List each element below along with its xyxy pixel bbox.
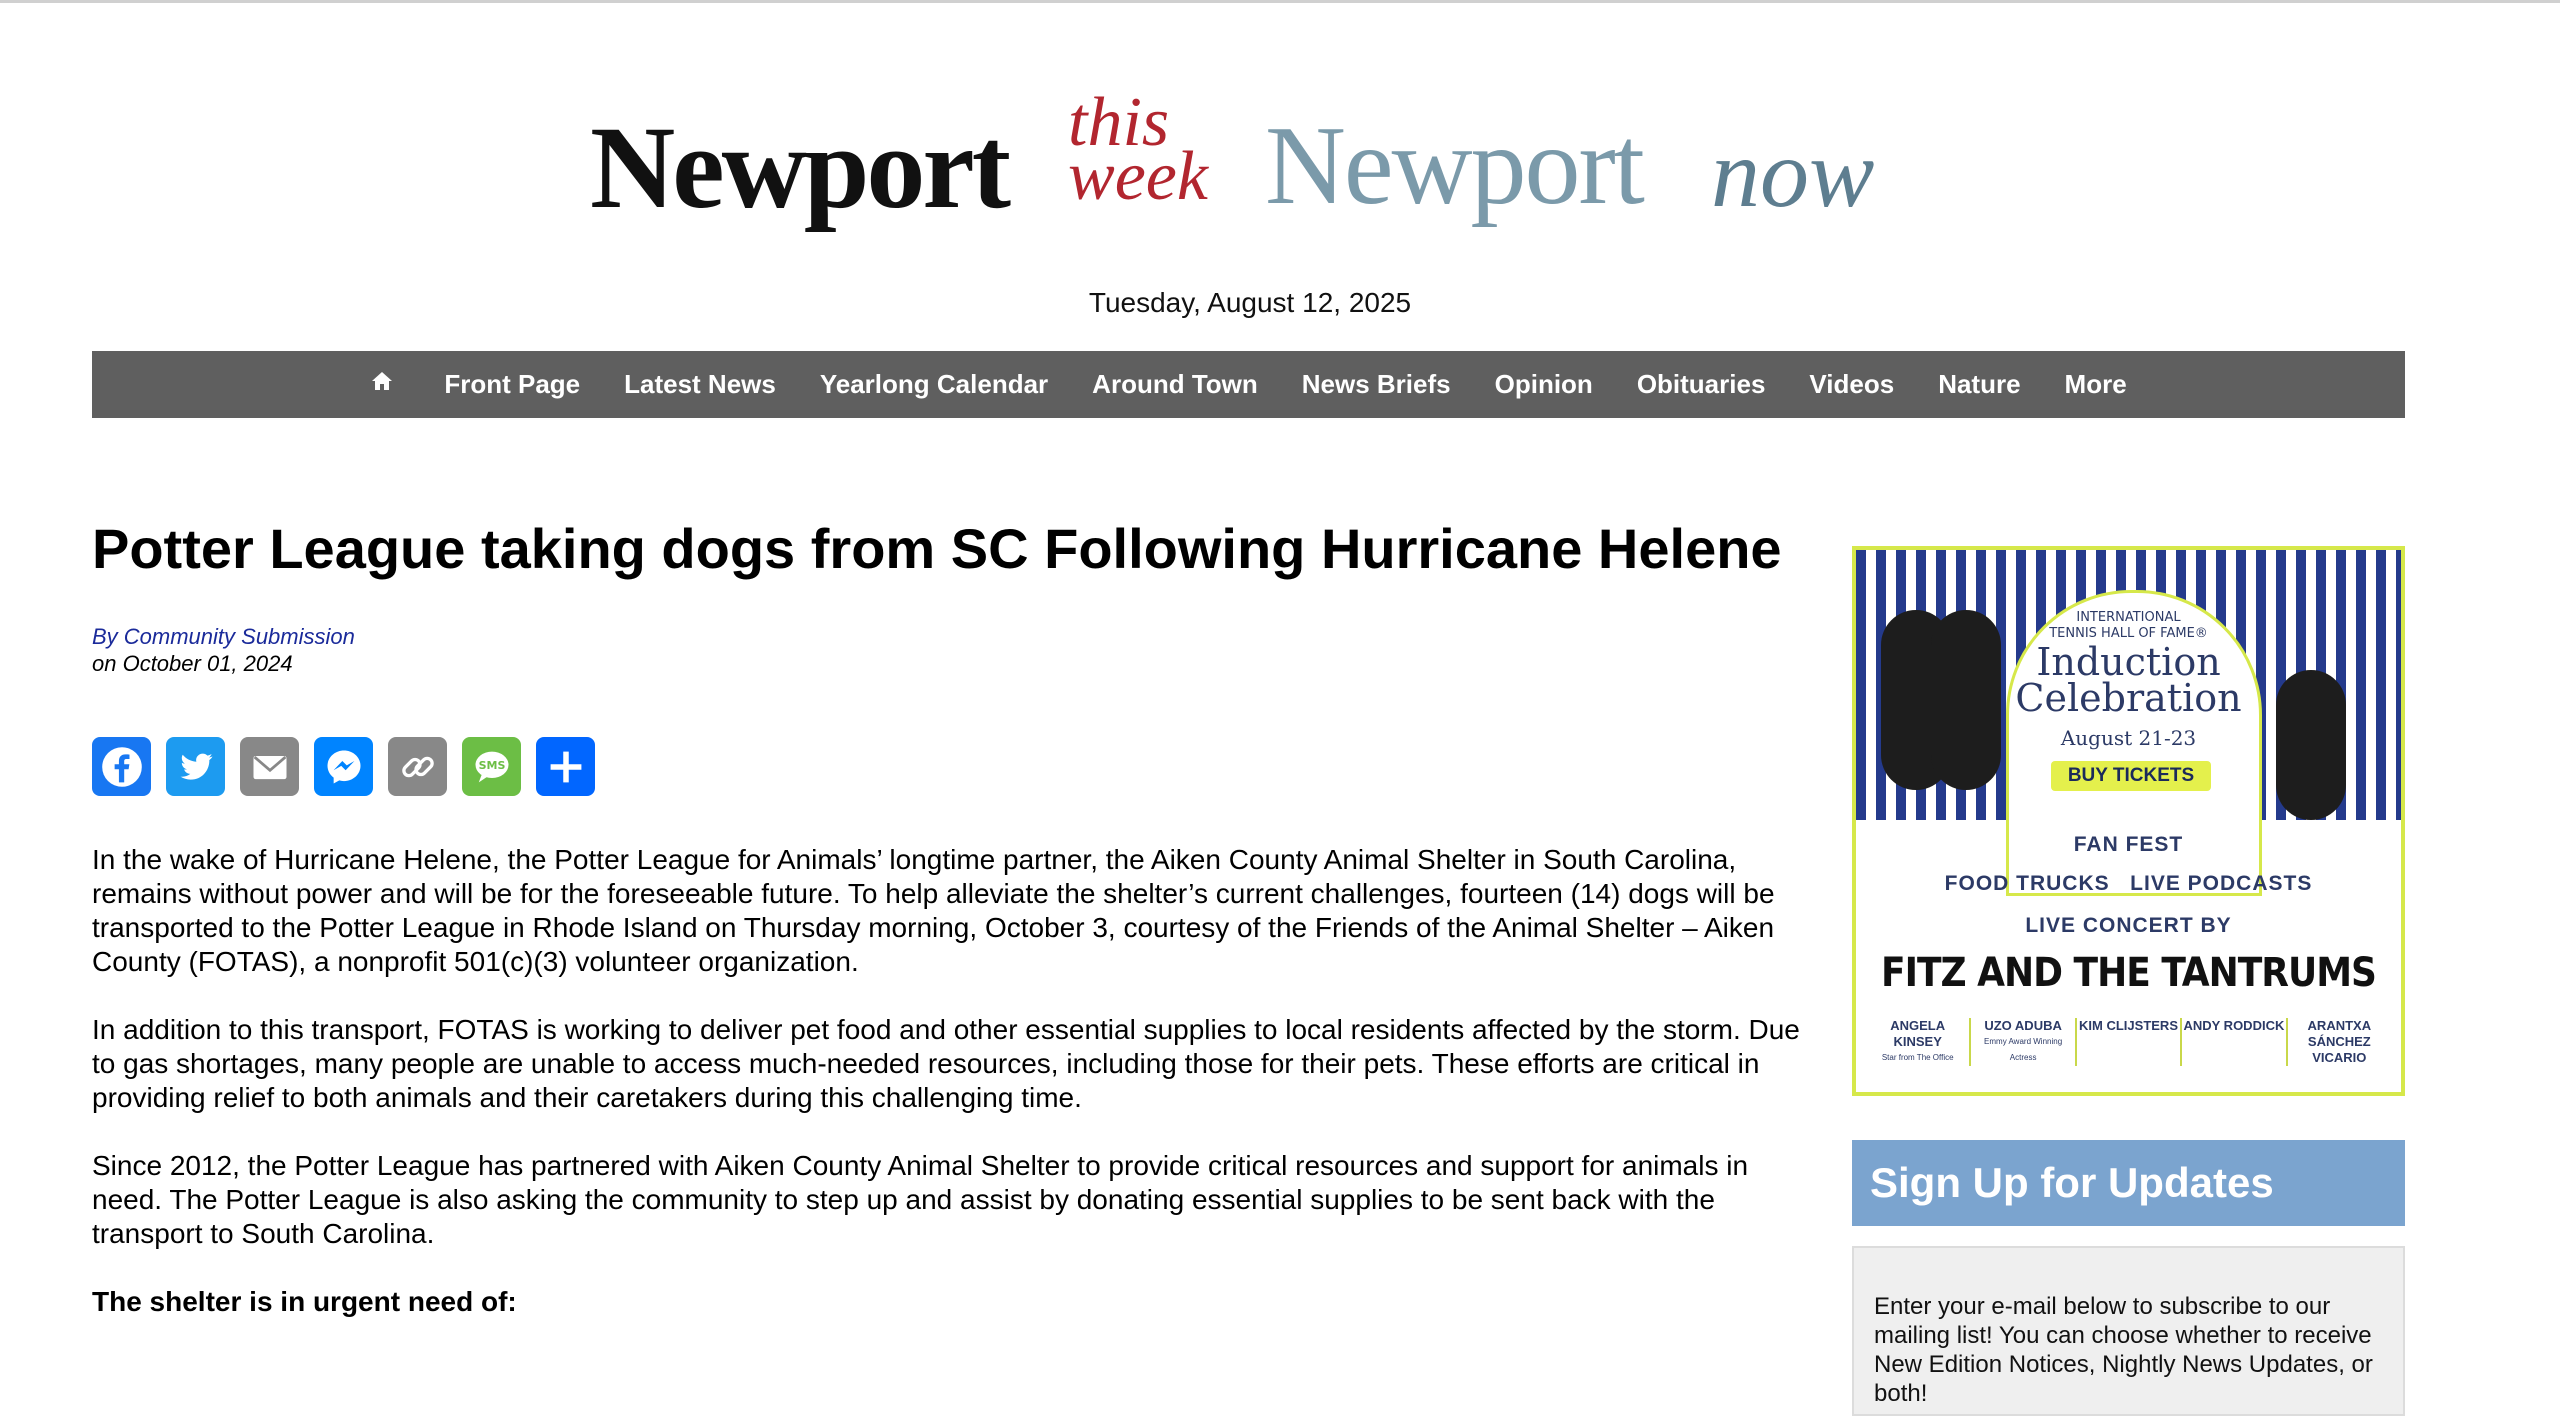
more-share-button[interactable] xyxy=(536,737,595,796)
messenger-share-button[interactable] xyxy=(314,737,373,796)
logo1-week-text: week xyxy=(1068,138,1208,215)
newport-this-week-logo[interactable] xyxy=(590,80,1230,240)
ad-food-podcasts: FOOD TRUCKS LIVE PODCASTS xyxy=(1944,872,2313,895)
nav-latest-news[interactable]: Latest News xyxy=(624,369,776,399)
twitter-icon xyxy=(174,745,218,789)
ad-honoree: ANGELA KINSEY Star from The Office xyxy=(1881,1018,1954,1062)
signup-box xyxy=(1852,1246,2405,1416)
nav-front-page[interactable]: Front Page xyxy=(444,369,581,399)
publish-date: on October 01, 2024 xyxy=(92,651,293,676)
messenger-icon xyxy=(322,745,366,789)
author-link[interactable]: By Community Submission xyxy=(92,624,355,649)
twitter-share-button[interactable] xyxy=(166,737,225,796)
email-icon xyxy=(248,745,292,789)
byline xyxy=(92,623,1802,677)
main-nav xyxy=(92,351,2405,418)
svg-text:SMS: SMS xyxy=(478,758,505,772)
ad-title-line2: Celebration xyxy=(2015,676,2242,720)
link-icon xyxy=(396,745,440,789)
logo1-main-text: Newport xyxy=(590,102,1009,233)
nav-more[interactable]: More xyxy=(2064,369,2127,399)
home-icon xyxy=(370,369,394,393)
urgent-needs-heading: The shelter is in urgent need of: xyxy=(92,1286,517,1317)
article-paragraph: Since 2012, the Potter League has partnered with Aiken County Animal Shelter to provide critical resources and support for animals in need. The Potter League is also asking the community to step up and assist by donating essential supplies to be sent back with the transport to South Carolina. xyxy=(92,1150,1749,1249)
logo2-main-text: Newport xyxy=(1265,104,1643,228)
facebook-icon xyxy=(100,745,144,789)
email-share-button[interactable] xyxy=(240,737,299,796)
copy-link-share-button[interactable] xyxy=(388,737,447,796)
induction-celebration-ad[interactable] xyxy=(1852,546,2405,1096)
ad-concert: LIVE CONCERT BY xyxy=(2025,914,2232,937)
article xyxy=(92,515,1802,1353)
nav-obituaries[interactable]: Obituaries xyxy=(1636,369,1766,399)
signup-heading: Sign Up for Updates xyxy=(1852,1140,2405,1226)
nav-nature[interactable]: Nature xyxy=(1938,369,2021,399)
newport-now-logo[interactable] xyxy=(1265,80,1925,240)
buy-tickets-button[interactable]: BUY TICKETS xyxy=(2051,761,2211,791)
ad-honoree: ANDY RODDICK xyxy=(2180,1018,2285,1066)
ad-honorees xyxy=(1866,1018,2391,1066)
article-headline: Potter League taking dogs from SC Following Hurricane Helene xyxy=(92,517,1782,580)
ad-org-line2: TENNIS HALL OF FAME® xyxy=(2049,626,2208,641)
ad-honoree: ARANTXA SÁNCHEZ VICARIO xyxy=(2286,1018,2391,1066)
signup-description: Enter your e-mail below to subscribe to our mailing list! You can choose whether to receive New Edition Notices, Nightly News Updates, or both! xyxy=(1874,1293,2373,1407)
nav-yearlong-calendar[interactable]: Yearlong Calendar xyxy=(819,369,1049,399)
ad-honoree: KIM CLIJSTERS xyxy=(2075,1018,2180,1066)
nav-opinion[interactable]: Opinion xyxy=(1494,369,1593,399)
masthead xyxy=(0,60,2560,233)
share-bar xyxy=(92,737,1802,797)
sms-icon xyxy=(470,745,514,789)
logo2-now-text: now xyxy=(1711,120,1875,228)
plus-icon xyxy=(544,745,588,789)
nav-home[interactable] xyxy=(348,369,422,400)
ad-honoree: UZO ADUBA Emmy Award Winning Actress xyxy=(1969,1018,2074,1066)
ad-org-line1: INTERNATIONAL xyxy=(2076,610,2181,625)
article-body xyxy=(92,843,1802,1319)
logo1-this-text: this xyxy=(1068,84,1170,161)
ad-dates: August 21-23 xyxy=(2060,726,2197,750)
nav-around-town[interactable]: Around Town xyxy=(1092,369,1258,399)
article-paragraph: In addition to this transport, FOTAS is working to deliver pet food and other essential supplies to local residents affected by the storm. Due to gas shortages, many people are unable to access much-needed resources, including those for their pets. These efforts are critical in providing relief to both animals and their caretakers during this challenging time. xyxy=(92,1014,1800,1113)
sms-share-button[interactable] xyxy=(462,737,521,796)
nav-news-briefs[interactable]: News Briefs xyxy=(1301,369,1451,399)
facebook-share-button[interactable] xyxy=(92,737,151,796)
current-date: Tuesday, August 12, 2025 xyxy=(1088,287,1412,318)
top-border xyxy=(0,0,2560,3)
ad-band-name: FITZ AND THE TANTRUMS xyxy=(1881,950,2376,996)
ad-title-line1: Induction xyxy=(2036,640,2221,684)
nav-videos[interactable]: Videos xyxy=(1809,369,1895,399)
article-paragraph: In the wake of Hurricane Helene, the Potter League for Animals’ longtime partner, the Aiken County Animal Shelter in South Carolina, remains without power and will be for the foreseeable future. To help alleviate the shelter’s current challenges, fourteen (14) dogs will be transported to the Potter League in Rhode Island on Thursday morning, October 3, courtesy of the Friends of the Animal Shelter – Aiken County (FOTAS), a nonprofit 501(c)(3) volunteer organization. xyxy=(92,844,1775,977)
ad-fan-fest: FAN FEST xyxy=(2073,833,2184,856)
